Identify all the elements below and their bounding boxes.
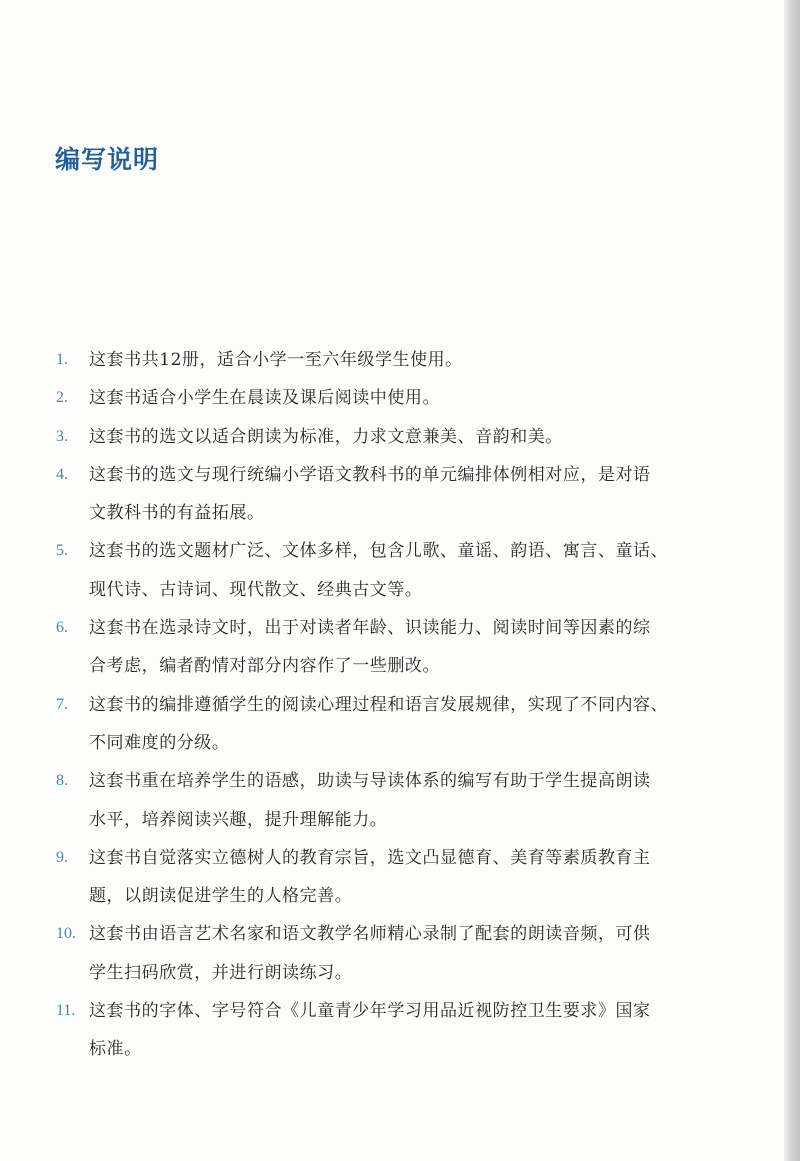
item-text (89, 379, 760, 417)
list-item (0, 532, 760, 609)
item-text (89, 992, 760, 1069)
list-item (0, 456, 760, 533)
item-number: 10. (56, 925, 76, 943)
list-item (0, 686, 760, 763)
item-text (89, 341, 760, 379)
page-edge-shadow (786, 0, 800, 1161)
item-line: 这套书由语言艺术名家和语文教学名师精心录制了配套的朗读音频，可供 (89, 924, 651, 945)
item-text (89, 456, 760, 533)
item-text (89, 609, 760, 686)
item-line: 标准。 (89, 1039, 142, 1060)
item-text (89, 762, 760, 839)
item-text (89, 839, 760, 916)
item-line: 这套书共12册，适合小学一至六年级学生使用。 (89, 350, 463, 370)
item-text (89, 532, 760, 609)
page-title: 编写说明 (55, 145, 160, 174)
list-item (0, 341, 760, 379)
item-number: 4. (56, 465, 68, 483)
item-number: 6. (56, 619, 68, 637)
list-item (0, 379, 760, 417)
item-line: 这套书自觉落实立德树人的教育宗旨，选文凸显德育、美育等素质教育主 (89, 847, 651, 868)
item-text (89, 915, 760, 992)
list-item (0, 762, 760, 839)
item-line: 这套书的选文以适合朗读为标准，力求文意兼美、音韵和美。 (89, 426, 563, 447)
item-line: 文教科书的有益拓展。 (89, 503, 265, 524)
item-number: 1. (56, 351, 68, 368)
item-line: 现代诗、古诗词、现代散文、经典古文等。 (89, 579, 423, 600)
list-item (0, 839, 760, 916)
item-line: 这套书的编排遵循学生的阅读心理过程和语言发展规律，实现了不同内容、 (89, 694, 669, 715)
item-number: 11. (56, 1002, 76, 1020)
item-number: 8. (56, 772, 68, 790)
list-item (0, 609, 760, 686)
item-text (89, 686, 760, 763)
item-text (89, 418, 760, 456)
item-line: 这套书的选文题材广泛、文体多样，包含儿歌、童谣、韵语、寓言、童话、 (89, 541, 669, 562)
list-item (0, 418, 760, 456)
item-line: 合考虑，编者酌情对部分内容作了一些删改。 (89, 656, 440, 677)
item-number: 9. (56, 848, 68, 866)
item-line: 这套书的字体、字号符合《儿童青少年学习用品近视防控卫生要求》国家 (89, 1001, 651, 1022)
instructions-list (0, 341, 760, 1069)
item-line: 题，以朗读促进学生的人格完善。 (89, 886, 353, 907)
item-line: 不同难度的分级。 (89, 732, 230, 753)
item-line: 这套书在选录诗文时，出于对读者年龄、识读能力、阅读时间等因素的综 (89, 618, 651, 639)
item-line: 这套书适合小学生在晨读及课后阅读中使用。 (89, 388, 440, 409)
item-line: 这套书重在培养学生的语感，助读与导读体系的编写有助于学生提高朗读 (89, 771, 651, 792)
item-number: 7. (56, 695, 68, 713)
item-line: 水平，培养阅读兴趣，提升理解能力。 (89, 809, 388, 830)
list-item (0, 915, 760, 992)
item-line: 学生扫码欣赏，并进行朗读练习。 (89, 962, 353, 983)
item-number: 3. (56, 427, 68, 445)
item-line: 这套书的选文与现行统编小学语文教科书的单元编排体例相对应，是对语 (89, 464, 651, 485)
item-number: 2. (56, 389, 68, 407)
item-number: 5. (56, 542, 68, 560)
list-item (0, 992, 760, 1069)
